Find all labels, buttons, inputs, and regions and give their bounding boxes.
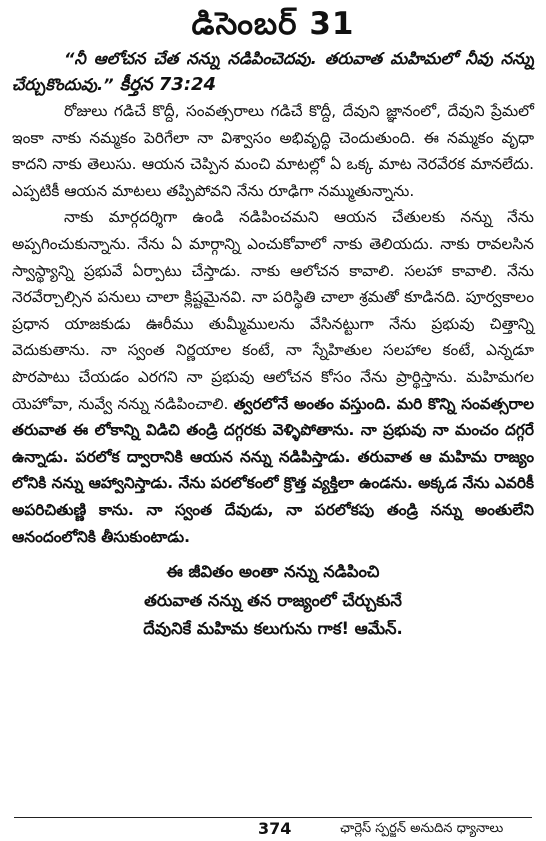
closing-line-1: ఈ జీవితం అంతా నన్ను నడిపించి bbox=[166, 562, 380, 582]
closing-prayer bbox=[12, 558, 534, 644]
closing-line-3: దేవునికే మహిమ కలుగును గాక! ఆమేన్. bbox=[143, 619, 403, 639]
verse-quote bbox=[12, 46, 534, 98]
page-title: డిసెంబర్ 31 bbox=[191, 6, 355, 42]
page-footer bbox=[0, 818, 546, 840]
closing-line-2: తరువాత నన్ను తన రాజ్యంలో చేర్చుకునే bbox=[144, 590, 402, 610]
verse-text: “నీ ఆలోచన చేత నన్ను నడిపించెదవు. తరువాత మహిమలో నీవు నన్ను చేర్చుకొందువు.” bbox=[12, 49, 534, 94]
page-number: 374 bbox=[258, 819, 292, 838]
paragraph-2 bbox=[12, 204, 534, 550]
paragraph-1: రోజులు గడిచే కొద్దీ, సంవత్సరాలు గడిచే కొద్దీ, దేవుని జ్ఞానంలో, దేవుని ప్రేమలో ఇంకా నాకు నమ్మకం పెరిగేలా నా విశ్వాసం అభివృద్ధి చెందుతుంది. ఈ నమ్మకం వృధా కాదని నాకు తెలుసు. ఆయన చెప్పిన మంచి మాటల్లో ఏ ఒక్క మాట నెరవేరక మానలేదు. ఎప్పటికీ ఆయన మాటలు తప్పిపోవని నేను రూఢిగా నమ్ముతున్నాను. bbox=[12, 102, 534, 200]
paragraph-2-bold-continuation: త్వరలోనే అంతం వస్తుంది. మరి కొన్ని సంవత్సరాల తరువాత ఈ లోకాన్ని విడిచి తండ్రి దగ్గరకు వెళ్ళిపోతాను. నా ప్రభువు నా మంచం దగ్గరే ఉన్నాడు. పరలోక ద్వారానికి ఆయన నన్ను నడిపిస్తాడు. తరువాత ఆ మహిమ రాజ్యం లోనికి నన్ను ఆహ్వానిస్తాడు. నేను పరలోకంలో క్రొత్త వ్యక్తిలా ఉండను. అక్కడ నేను ఎవరికీ అపరిచితుణ్ణి కాను. నా స్వంత దేవుడు, నా పరలోకపు తండ్రి నన్ను అంతులేని ఆనందంలోనికి తీసుకుంటాడు. bbox=[12, 394, 534, 546]
book-title: ఛార్లెస్ స్పర్జన్ అనుదిన ధ్యానాలు bbox=[340, 821, 504, 836]
verse-reference: కీర్తన 73:24 bbox=[113, 74, 217, 95]
paragraph-2-text: నాకు మార్గదర్శిగా ఉండి నడిపించమని ఆయన చేతులకు నన్ను నేను అప్పగించుకున్నాను. నేను ఏ మార్గాన్ని ఎంచుకోవాలో నాకు తెలియదు. నాకు రావలసిన స్వాస్థ్యాన్ని ప్రభువే ఏర్పాటు చేస్తాడు. నాకు ఆలోచన కావాలి. సలహా కావాలి. నేను నెరవేర్చాల్సిన పనులు చాలా క్లిష్టమైనవి. నా పరిస్థితి చాలా శ్రమతో కూడినది. పూర్వకాలం ప్రధాన యాజకుడు ఊరీము తుమ్మీములను వేసినట్టుగా నేను ప్రభువు చిత్తాన్ని వెదుకుతాను. నా స్వంత నిర్ణయాల కంటే, నా స్నేహితుల సలహాల కంటే, ఎన్నడూ పొరపాటు చేయడం ఎరగని నా ప్రభువు ఆలోచన కోసం నేను ప్రార్థిస్తాను. మహిమగల యెహోవా, నువ్వే నన్ను నడిపించాలి. bbox=[12, 208, 534, 413]
